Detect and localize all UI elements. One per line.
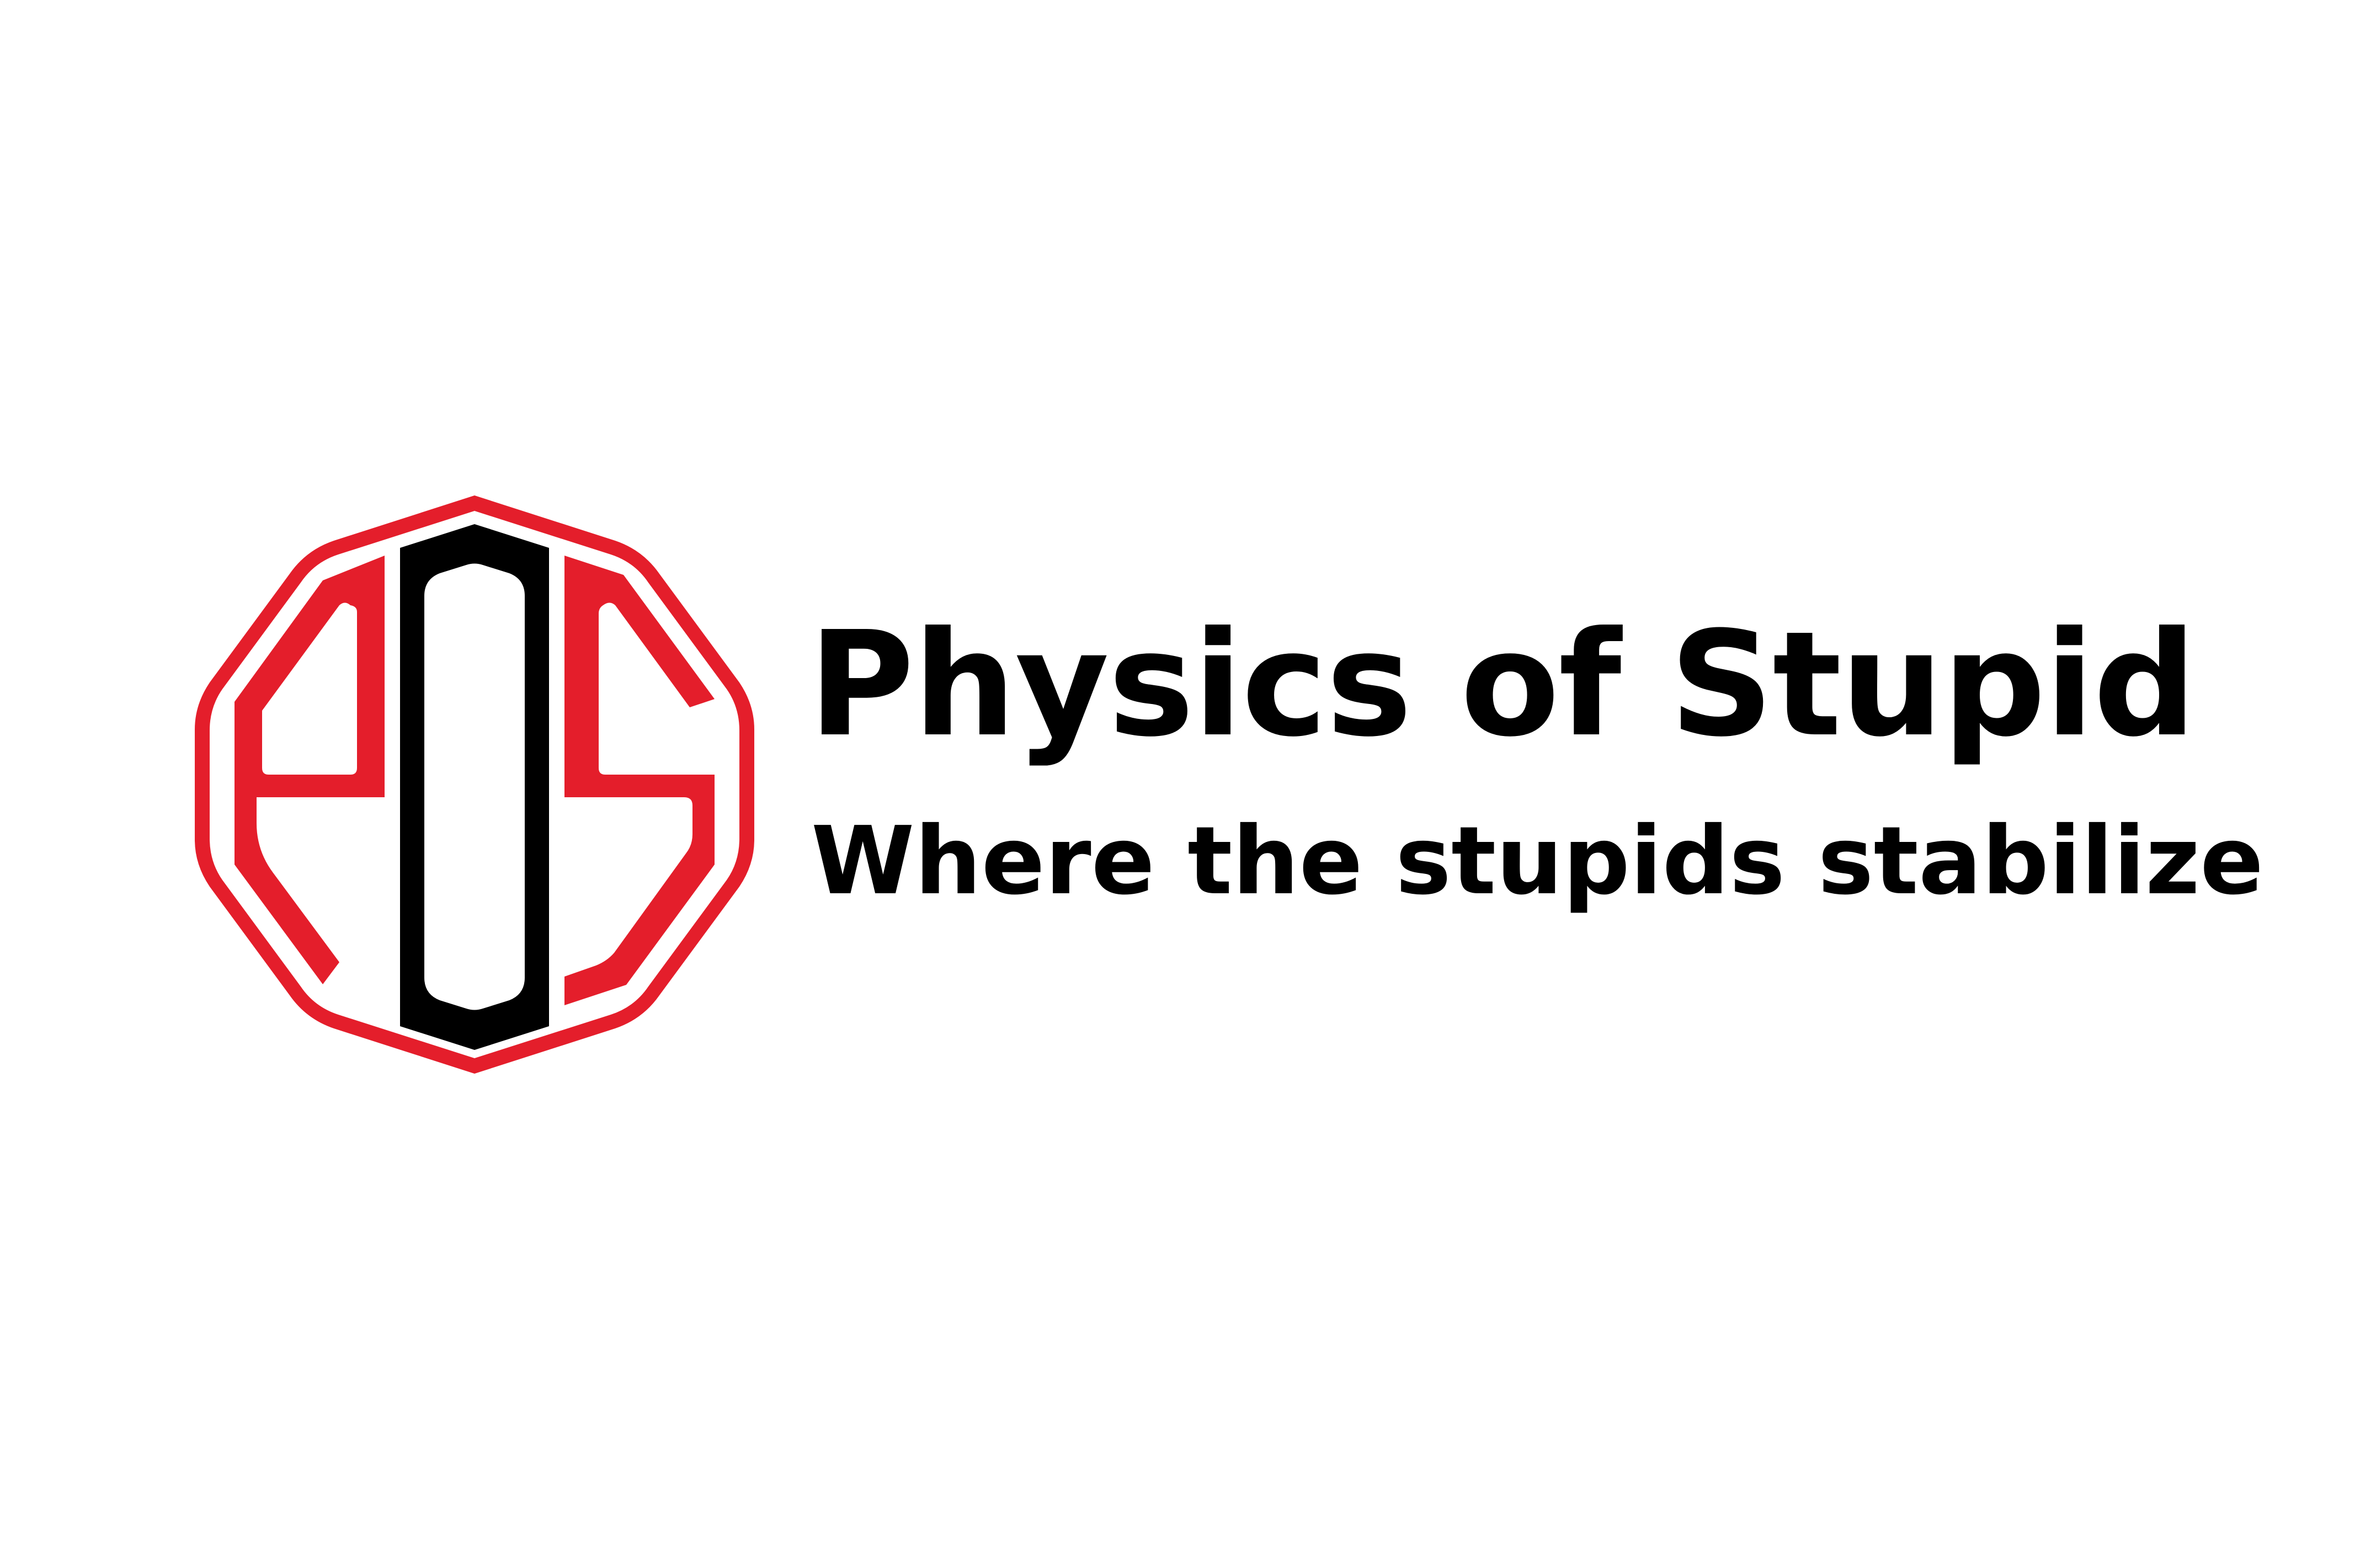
pos-monogram-octagon-icon [190,492,759,1077]
tagline: Where the stupids stabilize [811,807,2264,916]
brand-name: Physics of Stupid [808,600,2196,769]
